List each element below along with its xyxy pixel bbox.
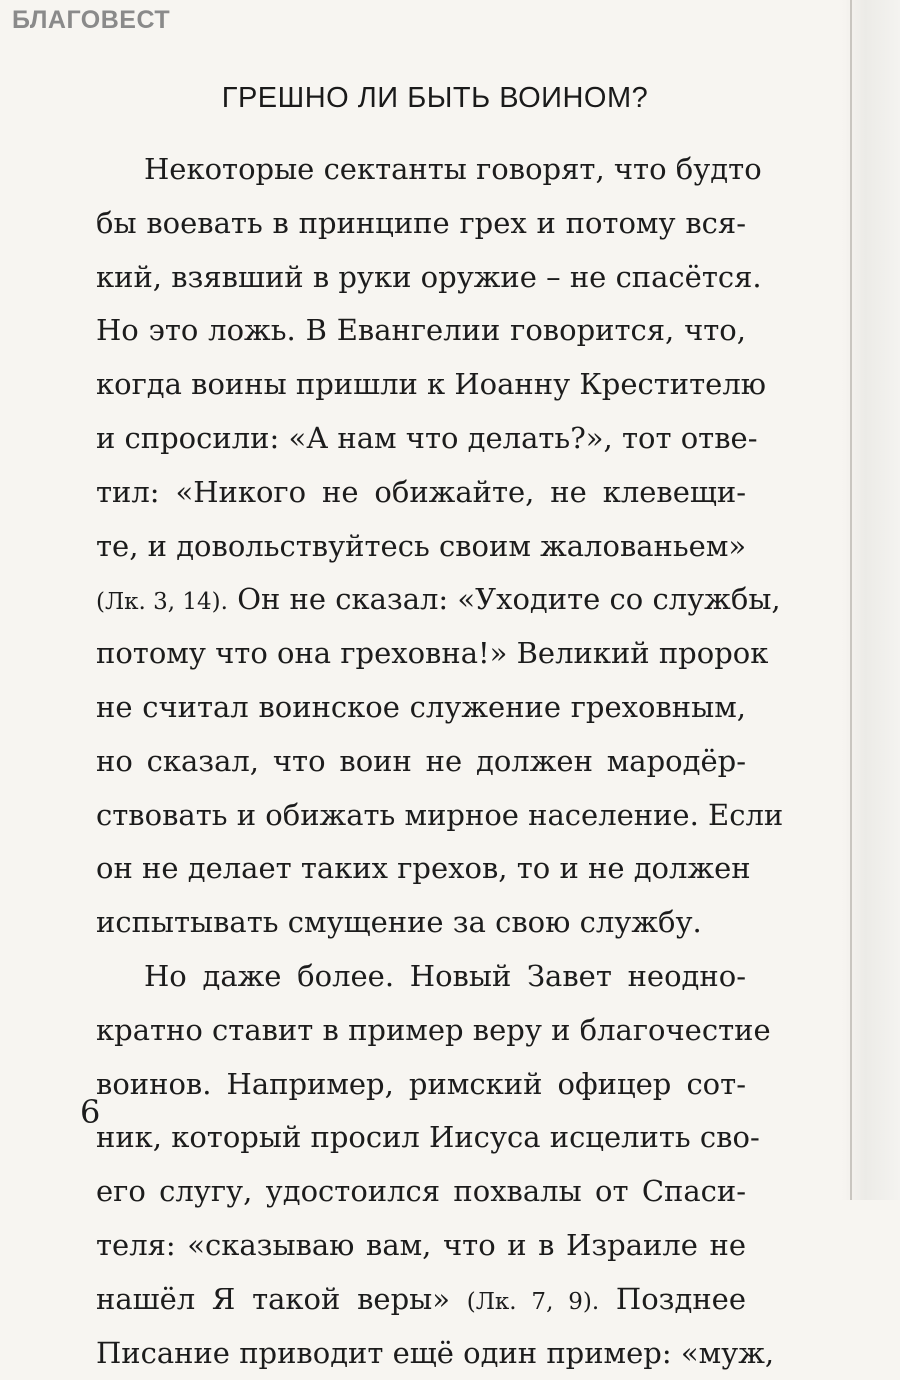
- text-line: и спросили: «А нам что делать?», тот отве-: [96, 420, 758, 455]
- text-line: тил: «Никого не обижайте, не клевещи-: [96, 474, 746, 509]
- text-line: теля: «сказываю вам, что и в Израиле не: [96, 1227, 746, 1262]
- text-line: Писание приводит ещё один пример: «муж,: [96, 1335, 775, 1370]
- text-line: [96, 1273, 746, 1327]
- text-line: испытывать смущение за свою службу.: [96, 905, 702, 940]
- scripture-reference: (Лк. 3, 14).: [96, 589, 228, 616]
- page-edge-line: [850, 0, 852, 1200]
- scripture-reference: (Лк. 7, 9).: [466, 1288, 600, 1315]
- text-line: Некоторые сектанты говорят, что будто: [144, 152, 762, 186]
- text-line: не считал воинское служение греховным,: [96, 689, 746, 724]
- text-line: его слугу, удостоился похвалы от Спаси-: [96, 1174, 746, 1209]
- body-text: [96, 143, 784, 1380]
- text-line: кратно ставит в пример веру и благочестие: [96, 1012, 771, 1047]
- text-line: потому что она греховна!» Великий пророк: [96, 636, 769, 671]
- text-line: когда воины пришли к Иоанну Крестителю: [96, 367, 767, 402]
- chapter-heading: ГРЕШНО ЛИ БЫТЬ ВОИНОМ?: [221, 82, 649, 114]
- text-line: Но это ложь. В Евангелии говорится, что,: [96, 313, 746, 348]
- text-fragment: Позднее: [599, 1281, 746, 1316]
- text-line: кий, взявший в руки оружие – не спасётся.: [96, 259, 762, 294]
- text-line: ник, который просил Иисуса исцелить сво-: [96, 1120, 760, 1155]
- text-line: те, и довольствуйтесь своим жалованьем»: [96, 528, 747, 563]
- text-line: ствовать и обижать мирное население. Если: [96, 797, 784, 832]
- text-line: но сказал, что воин не должен мародёр-: [96, 743, 746, 778]
- text-line: Но даже более. Новый Завет неодно-: [144, 958, 746, 993]
- text-fragment: нашёл Я такой веры»: [96, 1281, 467, 1316]
- text-line: [96, 573, 781, 627]
- text-line: он не делает таких грехов, то и не должен: [96, 851, 751, 886]
- watermark-logo: БЛАГОВЕСТ: [12, 6, 171, 34]
- text-line: бы воевать в принципе грех и потому вся-: [96, 205, 746, 240]
- text-fragment: Он не сказал: «Уходите со службы,: [227, 582, 781, 617]
- page-number: 6: [80, 1093, 101, 1131]
- text-line: воинов. Например, римский офицер сот-: [96, 1066, 746, 1101]
